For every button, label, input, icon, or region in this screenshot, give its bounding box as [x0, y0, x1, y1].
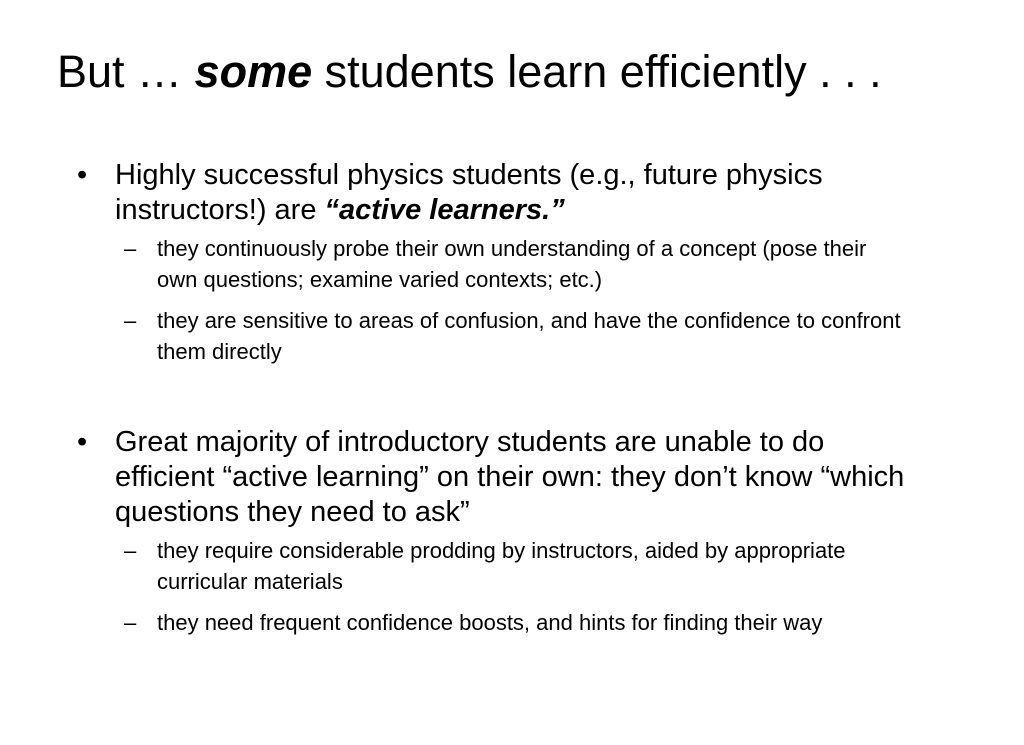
- bullet-active-learners: [77, 158, 907, 377]
- sub-bullet: [124, 607, 907, 638]
- dash-icon: –: [124, 610, 137, 635]
- bullet-text-plain: Highly successful physics students (e.g., future physics instructors!) are: [115, 159, 823, 226]
- bullet-text: [77, 158, 907, 228]
- sub-bullet-text: they continuously probe their own understanding of a concept (pose their own questions; examine varied contexts; etc.): [157, 236, 867, 292]
- bullet-text-emphasis: “active learners.”: [324, 194, 565, 226]
- bullet-dot-icon: •: [77, 426, 88, 458]
- sub-bullet: [124, 305, 907, 367]
- sub-bullet-text: they need frequent confidence boosts, and hints for finding their way: [157, 610, 823, 635]
- sub-bullet-list: [77, 535, 907, 638]
- dash-icon: –: [124, 538, 137, 563]
- sub-bullet: [124, 233, 907, 295]
- title-emphasis: some: [194, 46, 313, 97]
- bullet-text-plain: Great majority of introductory students are unable to do efficient “active learning” on their own: they don’t know “which questions they need to ask”: [115, 426, 905, 528]
- title-suffix: students learn efficiently . . .: [312, 46, 882, 97]
- sub-bullet-text: they are sensitive to areas of confusion, and have the confidence to confront them directly: [157, 308, 901, 364]
- slide-title: [57, 44, 997, 100]
- bullet-text: [77, 425, 907, 530]
- bullet-dot-icon: •: [77, 159, 88, 191]
- sub-bullet: [124, 535, 907, 597]
- sub-bullet-list: [77, 233, 907, 367]
- dash-icon: –: [124, 308, 137, 333]
- dash-icon: –: [124, 236, 137, 261]
- bullet-majority-students: [77, 425, 907, 648]
- title-prefix: But …: [57, 46, 195, 97]
- sub-bullet-text: they require considerable prodding by instructors, aided by appropriate curricular materials: [157, 538, 846, 594]
